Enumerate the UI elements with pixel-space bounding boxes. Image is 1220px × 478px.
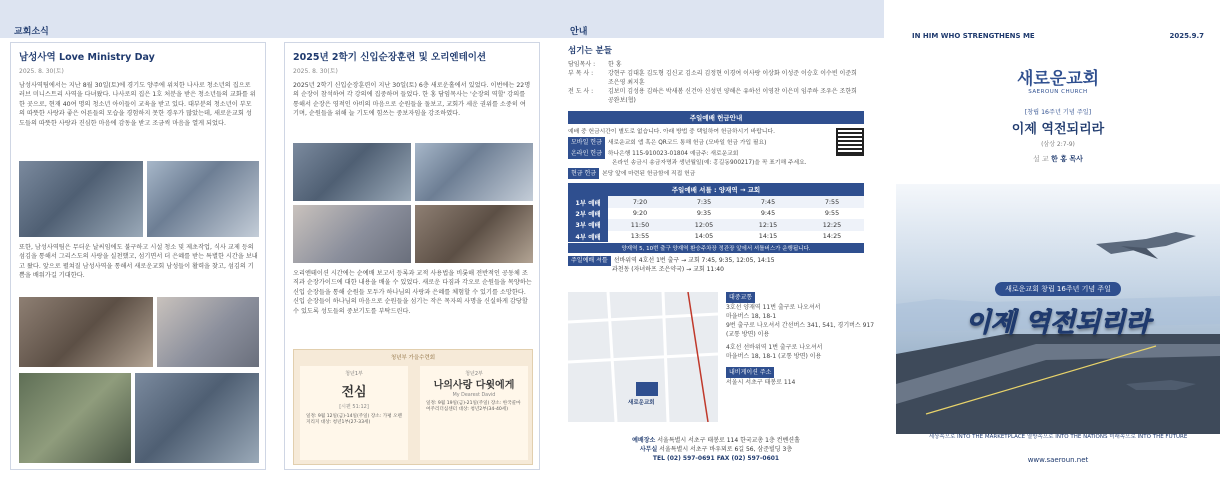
service-row <box>568 208 864 219</box>
church-website-link[interactable]: www.saeroun.net <box>1027 456 1089 464</box>
cover-footer-slogan: 세상속으로 INTO THE MARKETPLACE 열방속으로 INTO THE NATIONS 미래속으로 INTO THE FUTURE <box>928 434 1188 440</box>
service-label: 3부 예배 <box>568 219 608 230</box>
sermon-tag: [창립 16주년 기념 주일] <box>1024 109 1092 116</box>
staff-names: 김보미 김성용 김하은 박새봄 신건아 신성민 양해은 유하선 이영찬 이은미 임주하 조우은 조한희 공완보(협) <box>608 88 857 104</box>
transit-line: 4호선 선바위역 1번 출구로 나오셔서 <box>726 344 823 351</box>
shuttle-time: 7:45 <box>736 196 800 207</box>
address-text: 서울특별시 서초구 태봉로 114 한국교총 1층 컨벤션홀 <box>657 437 800 444</box>
shuttle-time: 11:50 <box>608 219 672 230</box>
article-date: 2025. 8. 30(토) <box>293 68 338 75</box>
qr-code-icon[interactable] <box>836 128 864 156</box>
photo <box>415 143 533 201</box>
service-row <box>568 196 864 207</box>
shuttle-time: 7:55 <box>800 196 864 207</box>
offering-method-tag: 현금 헌금 <box>568 168 599 179</box>
map-church-label: 새로운교회 <box>628 400 655 406</box>
address-text: 서울특별시 서초구 바우뫼로 6길 56, 삼준빌딩 3층 <box>659 446 793 453</box>
cover-date: 2025.9.7 <box>1169 32 1204 40</box>
address-label: 사무실 <box>639 446 658 453</box>
article-title: 남성사역 Love Ministry Day <box>19 52 155 63</box>
shuttle-time: 9:55 <box>824 209 840 218</box>
cover-headline: 이제 역전되리라 <box>965 308 1151 338</box>
photo <box>293 205 411 263</box>
church-logo-eng: SAEROUN CHURCH <box>1028 89 1088 95</box>
staff-row <box>568 87 864 105</box>
shuttle-time: 9:45 <box>760 209 776 218</box>
offering-method-text: 하나은행 115-910023-01804 예금주: 새로운교회 <box>607 151 739 158</box>
offering-method-text: 새로운교회 앱 혹은 QR코드 통해 헌금 (모바일 헌금 가입 필요) <box>607 140 767 147</box>
panel-training <box>278 0 548 478</box>
staff-row <box>568 69 864 87</box>
transit-line: 9번 출구로 나오셔서 간선버스 341, 541, 경기버스 917 (교통 방면) 이용 <box>726 322 875 338</box>
service-label: 4부 예배 <box>568 231 608 242</box>
church-address-block <box>568 436 864 463</box>
offering-lead: 예배 중 헌금시간이 별도로 없습니다. 아래 방법 중 택일하여 헌금하시기 바랍니다. <box>568 129 775 135</box>
panel-info <box>548 0 884 478</box>
cover-illustration <box>896 184 1220 434</box>
offering-bar: 주일예배 헌금안내 <box>568 111 864 124</box>
poster-retreat-2 <box>420 366 528 460</box>
panel-church-news <box>0 0 278 478</box>
shuttle-time: 9:35 <box>696 209 712 218</box>
article-paragraph: 2025년 2학기 신입순장훈련이 지난 30일(토) 6층 새로운홀에서 있었다. 이번에는 22명의 순장이 참석하여 각 강의에 집중하며 들었다. 한 홍 담임목사는 '순장의 역할' 강의를 통해서 순장은 영적인 아비의 마음으로 순원들을 돌보고, 교회가 세운 권위를 소중히 여기며, 순원들을 위해 늘 기도에 힘쓰는 중보자임을 강조하였다. <box>293 82 531 118</box>
shuttle-time: 14:15 <box>758 232 778 241</box>
offering-row <box>568 148 830 159</box>
nav-address: 서울시 서초구 태봉로 114 <box>726 379 796 386</box>
poster-retreat-1 <box>300 366 408 460</box>
photo <box>147 161 259 237</box>
service-row <box>568 231 864 242</box>
staff-row <box>568 60 864 69</box>
panel-cover <box>896 0 1220 478</box>
staff-role: 전 도 사 : <box>568 88 594 95</box>
transit-line: 마을버스 18, 18-1 (교통 방면) 이용 <box>726 353 822 360</box>
shuttle-line: 선바위역 4호선 1번 출구 → 교회 7:45, 9:35, 12:05, 14:15 <box>613 256 775 264</box>
photo <box>19 161 143 237</box>
location-map[interactable] <box>568 292 718 422</box>
staff-list <box>568 60 864 105</box>
poster-verse: [시편 51:12] <box>339 404 369 410</box>
article-paragraph: 또한, 남성사역팀은 무더운 날씨임에도 불구하고 시설 청소 및 제초작업, 식사 교제 등의 섬김을 통해서 그리스도의 사랑을 실천했고, 섬기면서 더 은혜를 받는 특별한 시간을 보내고 왔다. 앞으로 펼쳐질 남성사역을 통해서 새로운교회 남성들이 활력을 찾고, 섬김의 기쁨을 배워가길 기대한다. <box>19 244 258 280</box>
offering-row <box>568 168 830 179</box>
transit-line: 마을버스 18, 18-1 <box>726 313 777 320</box>
service-table <box>568 196 864 242</box>
poster-title: 나의사랑 다윗에게 <box>433 380 515 391</box>
preacher-name: 한 홍 목사 <box>1051 155 1083 163</box>
service-label: 2부 예배 <box>568 208 608 219</box>
church-logo: 새로운교회 <box>1016 69 1100 89</box>
shuttle-tag: 주일예배 셔틀 <box>568 256 611 267</box>
photo <box>157 297 259 367</box>
news-card-mens-ministry <box>10 42 266 470</box>
panel2-topbar <box>278 0 548 38</box>
service-row <box>568 219 864 230</box>
service-label: 1부 예배 <box>568 196 608 207</box>
anniversary-banner: 새로운교회 창립 16주년 기념 주일 <box>995 282 1121 296</box>
photo <box>293 143 411 201</box>
poster-sub: 청년1부 <box>345 371 363 377</box>
section-label: 교회소식 <box>14 27 49 37</box>
shuttle-line: 과천동 (자녀하프 조은약국) → 교회 11:40 <box>612 266 724 274</box>
photo <box>19 297 153 367</box>
article-date: 2025. 8. 30(토) <box>19 68 64 75</box>
photo <box>135 373 259 463</box>
shuttle-time: 13:55 <box>630 232 650 241</box>
article-paragraph: 남성사역팀에서는 지난 8월 30일(토)에 경기도 양주에 위치한 나사로 청소년의 집으로 러브 미니스트리 사역을 다녀왔다. 나사로의 집은 1호 처분을 받은 청소년들의 교화를 위한 곳으로, 현재 40여 명의 청소년 아이들이 교육을 받고 있다. 대부분의 청소년이 부모의 따뜻한 사랑과 좋은 어른들의 모습을 경험하지 못한 경우가 많았는데, 새로운교회 성도들의 따뜻한 사랑과 진심한 마음에 감동을 받고 조금씩 마음을 열게 되었다. <box>19 82 256 127</box>
staff-heading: 섬기는 분들 <box>568 46 613 56</box>
offering-row <box>568 159 830 168</box>
news-card-training <box>284 42 540 470</box>
shuttle-time: 9:20 <box>632 209 648 218</box>
article-title: 2025년 2학기 신입순장훈련 및 오리엔테이션 <box>293 52 487 63</box>
staff-names: 한 홍 <box>608 61 622 68</box>
sermon-verse: (삼상 2:7-9) <box>1041 141 1075 148</box>
address-label: 예배장소 <box>632 437 656 444</box>
shuttle-time: 14:25 <box>822 232 842 241</box>
poster-sub: 청년2부 <box>465 371 483 377</box>
shuttle-bar: 주일예배 셔틀 : 양재역 → 교회 <box>568 183 864 196</box>
poster-info: 일정: 9월 12일(금)-14일(주일) 장소: 가평 오렌지리지 대상: 청년1부(27-33세) <box>306 414 402 426</box>
offering-row <box>568 137 830 148</box>
cover-motto: IN HIM WHO STRENGTHENS ME <box>912 32 1035 40</box>
photo <box>415 205 533 263</box>
offering-method-tag: 온라인 헌금 <box>568 148 605 159</box>
poster-eng: My Dearest David <box>452 393 496 398</box>
poster-heading: 청년부 가을수련회 <box>390 355 436 361</box>
transit-line: 3호선 양재역 11번 출구로 나오셔서 <box>726 304 821 311</box>
article-paragraph: 오리엔테이션 시간에는 순예배 보고서 등록과 교적 사용법을 비롯해 전반적인 공동체 조직과 순장가이드에 대한 내용을 배울 수 있었다. 새로운 다짐과 각오로 순원들을 목양하는 신입 순장들을 통해 순원들 모두가 하나님의 사랑과 은혜를 체험할 수 있기를 소망한다. 신입 순장들이 하나님의 마음으로 순원들을 섬기는 작은 목자의 사명을 신실하게 감당할 수 있도록 성도들의 중보기도를 부탁드린다. <box>293 270 532 315</box>
transit-tag: 대중교통 <box>726 292 755 303</box>
photo <box>19 373 131 463</box>
poster-title: 전심 <box>341 385 367 400</box>
poster-info: 일정: 9월 19일(금)-21일(주일) 장소: 한국콜마 여주리더십센터 대상: 청년2부(34-40세) <box>426 401 521 413</box>
shuttle-time: 14:05 <box>694 232 714 241</box>
staff-role: 부 목 사 : <box>568 70 594 77</box>
offering-method-text: 온라인 송금시 송금자명과 생년월일(예: 홍길동900217)을 꼭 표기해 주세요. <box>612 160 807 167</box>
phone-fax: TEL (02) 597-0691 FAX (02) 597-0601 <box>652 455 780 462</box>
shuttle-time: 12:15 <box>736 219 800 230</box>
sermon-title: 이제 역전되리라 <box>1011 122 1105 137</box>
shuttle-time: 7:20 <box>608 196 672 207</box>
shuttle-time: 12:25 <box>800 219 864 230</box>
offering-list <box>568 137 830 179</box>
shuttle-note: 양재역 5, 10번 출구 양재역 환승주차장 정관장 앞에서 셔틀버스가 운행됩니다. <box>568 243 864 253</box>
offering-method-text: 본당 앞에 마련된 헌금함에 직접 헌금 <box>602 171 696 178</box>
staff-role: 담임목사 : <box>568 61 596 68</box>
section-label: 안내 <box>570 27 588 37</box>
shuttle-time: 12:05 <box>672 219 736 230</box>
panel3-topbar <box>548 0 884 38</box>
preacher-label: 설 교 <box>1033 155 1049 163</box>
nav-tag: 내비게이션 주소 <box>726 367 774 378</box>
shuttle-time: 7:35 <box>672 196 736 207</box>
staff-names: 강현구 김대훈 김도형 김신교 김소리 김정현 이경여 이사랑 이상화 이성준 이승호 이수빈 이준희 조은영 최지훈 <box>608 70 857 86</box>
offering-method-tag: 모바일 헌금 <box>568 137 605 148</box>
youth-retreat-poster <box>293 349 533 465</box>
